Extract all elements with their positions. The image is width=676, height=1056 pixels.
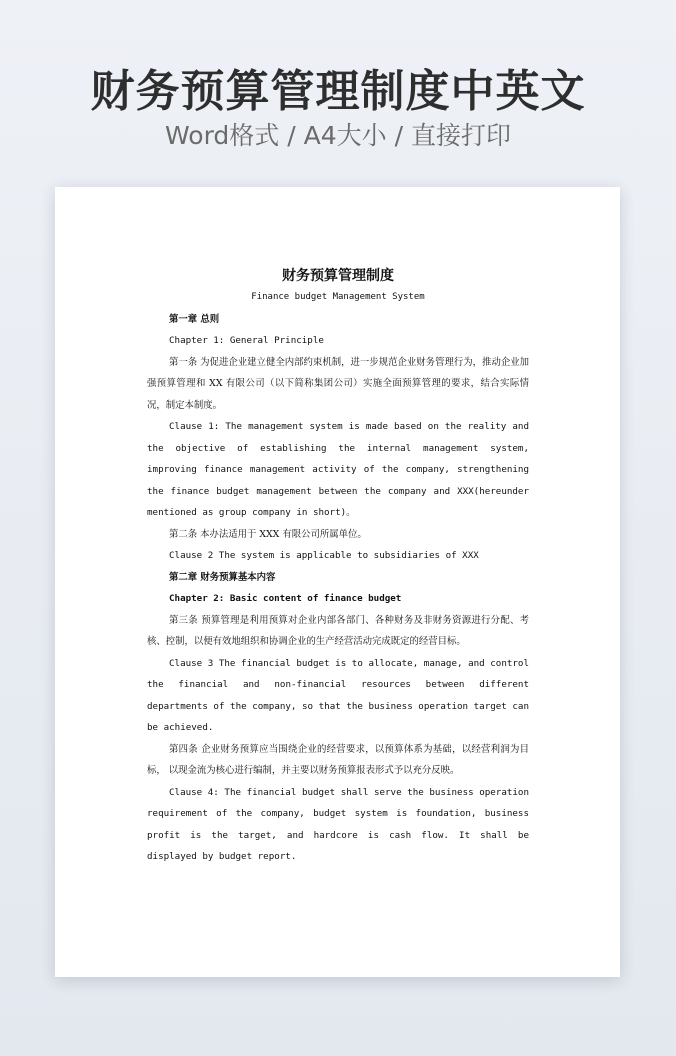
clause-3-cn: 第三条 预算管理是利用预算对企业内部各部门、各种财务及非财务资源进行分配、考核、控制，以便有效地组织和协调企业的生产经营活动完成既定的经营目标。: [147, 614, 529, 647]
chapter-2-heading-cn: 第二章 财务预算基本内容: [169, 571, 276, 583]
document-content: [147, 265, 529, 868]
banner-title: 财务预算管理制度中英文: [90, 66, 586, 117]
document-subtitle: Finance budget Management System: [251, 292, 425, 302]
chapter-2-heading-en: Chapter 2: Basic content of finance budget: [169, 593, 402, 604]
chapter-1-heading-en: Chapter 1: General Principle: [169, 335, 324, 346]
document-title: 财务预算管理制度: [282, 268, 394, 284]
chapter-1-heading-cn: 第一章 总则: [169, 313, 220, 325]
clause-4-en: Clause 4: The financial budget shall serve the business operation requirement of the company, budget system is foundation, business profit is the target, and hardcore is cash flow. It shall be displayed by budget report.: [147, 786, 529, 862]
banner-subtitle: Word格式 / A4大小 / 直接打印: [165, 121, 511, 150]
clause-1-en: Clause 1: The management system is made based on the reality and the objective of establishing the internal management system, improving finance management activity of the company, strengthening the finance budget management between the company and XXX(hereunder mentioned as group company in short)。: [147, 421, 529, 518]
clause-4-cn: 第四条 企业财务预算应当围绕企业的经营要求，以预算体系为基础，以经营利润为目标， 以现金流为核心进行编制，并主要以财务预算报表形式予以充分反映。: [147, 743, 529, 776]
clause-1-cn: 第一条 为促进企业建立健全内部约束机制，进一步规范企业财务管理行为，推动企业加强预算管理和 XX 有限公司（以下简称集团公司）实施全面预算管理的要求，结合实际情况，制定本制度。: [147, 356, 529, 411]
clause-2-en: Clause 2 The system is applicable to subsidiaries of XXX: [169, 550, 479, 561]
clause-2-cn: 第二条 本办法适用于 XXX 有限公司所属单位。: [169, 528, 367, 540]
clause-3-en: Clause 3 The financial budget is to allocate, manage, and control the financial and non-financial resources between different departments of the company, so that the business operation target can be achieved.: [147, 657, 529, 733]
document-page: [55, 187, 620, 977]
